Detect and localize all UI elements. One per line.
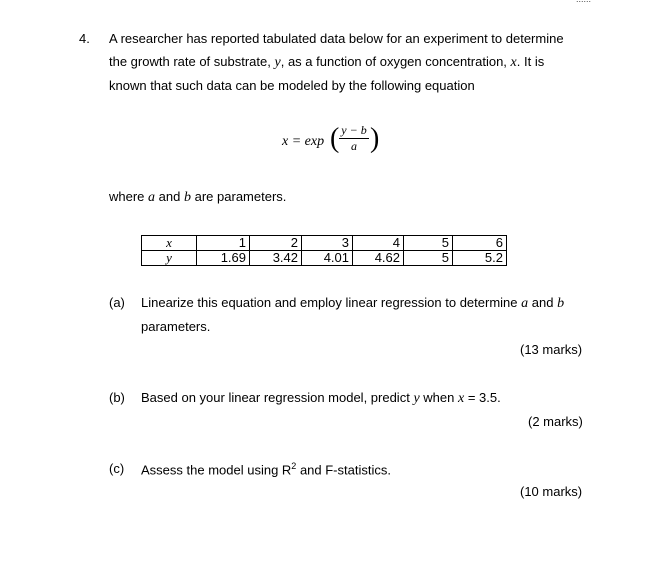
table-cell: 3 <box>302 236 353 251</box>
table-cell: 4 <box>353 236 404 251</box>
part-a-line-2: parameters. <box>141 319 211 334</box>
table-cell: 1 <box>197 236 250 251</box>
table-cell: 4.01 <box>302 251 353 266</box>
params-post: are parameters. <box>194 189 287 204</box>
table-cell: 4.62 <box>353 251 404 266</box>
part-b-var-x: x <box>457 391 465 406</box>
part-b-var-y: y <box>413 391 420 406</box>
equation-lhs: x = exp <box>282 134 325 149</box>
part-a-mid: and <box>531 295 554 310</box>
cropped-header-fragment <box>576 0 591 4</box>
param-a: a <box>148 190 156 205</box>
part-a-line-1 <box>141 295 564 312</box>
part-b-pre: Based on your linear regression model, predict <box>141 390 410 405</box>
equation-denominator: a <box>351 139 357 153</box>
right-paren: ) <box>370 123 380 154</box>
table-cell: 6 <box>453 236 507 251</box>
intro-text-a: the growth rate of substrate, <box>109 54 271 69</box>
intro-text-c: . It is <box>516 54 545 69</box>
var-y: y <box>274 55 281 70</box>
table-row-y <box>142 251 507 266</box>
data-table <box>141 235 507 266</box>
parameters-line <box>109 189 286 206</box>
intro-line-2 <box>109 54 544 71</box>
r-squared-superscript: 2 <box>291 461 297 471</box>
part-c-pre: Assess the model using R <box>141 462 292 478</box>
part-a-text: Linearize this equation and employ linear regression to determine <box>141 295 518 310</box>
part-a-marks: (13 marks) <box>520 342 583 357</box>
part-c-post: and F-statistics. <box>299 462 391 478</box>
equation-numerator: y − b <box>341 123 367 137</box>
part-a-var-a: a <box>521 296 529 311</box>
part-b-marks: (2 marks) <box>528 414 583 429</box>
part-a-label: (a) <box>109 295 125 310</box>
intro-line-1: A researcher has reported tabulated data below for an experiment to determine <box>109 31 564 46</box>
table-cell: 3.42 <box>250 251 302 266</box>
part-c-marks: (10 marks) <box>520 484 583 499</box>
intro-line-3: known that such data can be modeled by the following equation <box>109 78 475 93</box>
part-c-label: (c) <box>109 461 125 476</box>
table-row-x <box>142 236 507 251</box>
table-cell: 1.69 <box>197 251 250 266</box>
var-x: x <box>510 55 517 70</box>
part-b-mid: when <box>423 390 455 405</box>
row-label-y: y <box>142 251 197 266</box>
part-c-text <box>141 461 391 477</box>
intro-text-b: , as a function of oxygen concentration, <box>280 54 507 69</box>
equation-fraction <box>339 124 369 153</box>
table-cell: 5 <box>404 251 453 266</box>
params-pre: where <box>109 189 145 204</box>
params-mid: and <box>158 189 181 204</box>
part-b-label: (b) <box>109 390 125 405</box>
part-b-post: = 3.5. <box>467 390 501 405</box>
table-cell: 2 <box>250 236 302 251</box>
table-cell: 5.2 <box>453 251 507 266</box>
part-a-var-b: b <box>557 296 565 311</box>
question-number: 4. <box>79 31 90 46</box>
part-b-text <box>141 390 501 407</box>
table-cell: 5 <box>404 236 453 251</box>
param-b: b <box>184 190 191 205</box>
left-paren: ( <box>330 123 340 154</box>
row-label-x: x <box>142 236 197 251</box>
